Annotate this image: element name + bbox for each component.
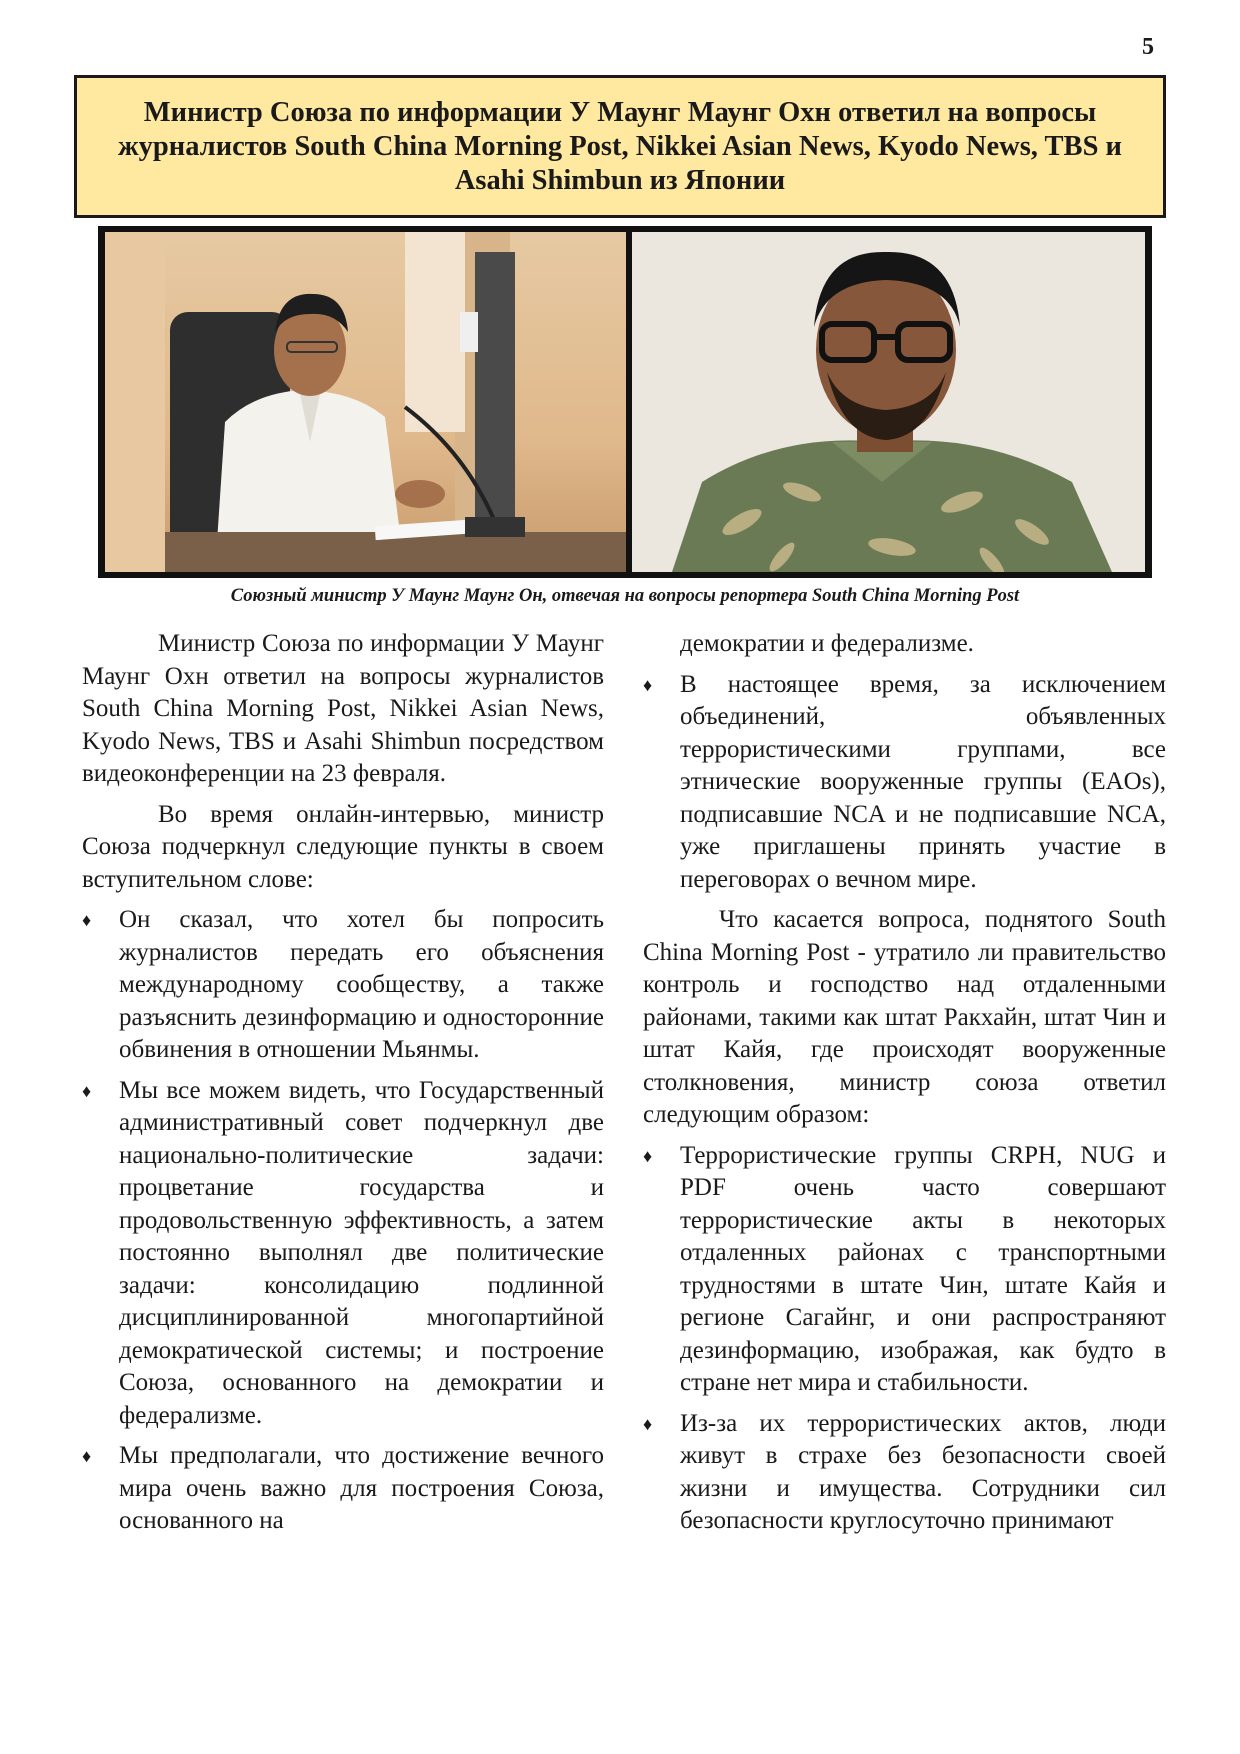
photo-caption: Союзный министр У Маунг Маунг Он, отвечая на вопросы репортера South China Morning Post bbox=[230, 586, 1020, 606]
list-item-text: Террористические группы CRPH, NUG и PDF очень часто совершают террористические акты в некоторых отдаленных районах с транспортными трудностями в штате Чин, штате Кайя и регионе Сагайнг, и они распространяют дезинформацию, изображая, как будто в стране нет мира и стабильности. bbox=[680, 1141, 1166, 1396]
diamond-bullet-icon: ♦ bbox=[82, 1446, 92, 1466]
reporter-photo bbox=[632, 232, 1145, 572]
left-bullet-list bbox=[82, 904, 604, 1538]
diamond-bullet-icon: ♦ bbox=[643, 1413, 653, 1434]
interview-paragraph: Во время онлайн-интервью, министр Союза подчеркнул следующие пункты в своем вступительном слове: bbox=[82, 800, 604, 893]
list-item bbox=[82, 904, 604, 1067]
headline-box bbox=[74, 75, 1166, 218]
diamond-bullet-icon: ♦ bbox=[82, 1080, 92, 1101]
list-item-text: Мы все можем видеть, что Государственный административный совет подчеркнул две национально-политические задачи: процветание государства и продовольственную эффективность, а затем постоянно выполнял две политические задачи: консолидацию подлинной дисциплинированной многопартийной демократической системы; и построение Союза, основанного на демократии и федерализме. bbox=[119, 1076, 604, 1429]
reporter-photo-illustration bbox=[632, 232, 1145, 572]
continuation-text: демократии и федерализме. bbox=[680, 630, 974, 657]
right-bullet-list-top bbox=[643, 669, 1166, 897]
headline: Министр Союза по информации У Маунг Маунг Охн ответил на вопросы журналистов South China Morning Post, Nikkei Asian News, Kyodo News, TBS и Asahi Shimbun из Японии bbox=[118, 96, 1122, 196]
list-item bbox=[643, 669, 1166, 897]
minister-photo bbox=[105, 232, 626, 572]
list-item-text: Он сказал, что хотел бы попросить журналистов передать его объяснения международному сообществу, а также разъяснить дезинформацию и односторонние обвинения в отношении Мьянмы. bbox=[119, 906, 604, 1063]
page-number: 5 bbox=[1142, 34, 1154, 60]
question-paragraph: Что касается вопроса, поднятого South China Morning Post - утратило ли правительство контроль и господство над отдаленными районами, такими как штат Ракхайн, штат Чин и штат Кайя, где происходят вооруженные столкновения, министр союза ответил следующим образом: bbox=[643, 906, 1166, 1128]
list-item bbox=[643, 1140, 1166, 1400]
diamond-bullet-icon: ♦ bbox=[643, 674, 653, 695]
minister-photo-illustration bbox=[105, 232, 626, 572]
list-item bbox=[643, 1408, 1166, 1538]
list-item bbox=[82, 1440, 604, 1538]
right-column bbox=[643, 628, 1166, 1546]
list-item-text: Из-за их террористических актов, люди живут в страхе без безопасности своей жизни и имущества. Сотрудники сил безопасности круглосуточно принимают bbox=[680, 1409, 1166, 1534]
list-item-text: В настоящее время, за исключением объединений, объявленных террористическими группами, все этнические вооруженные группы (EAOs), подписавшие NCA и не подписавшие NCA, уже приглашены принять участие в переговорах о вечном мире. bbox=[680, 670, 1166, 893]
photo-frame bbox=[98, 226, 1152, 578]
left-column bbox=[82, 628, 604, 1546]
list-item bbox=[82, 1075, 604, 1433]
right-bullet-list bbox=[643, 1140, 1166, 1538]
diamond-bullet-icon: ♦ bbox=[82, 910, 92, 930]
intro-paragraph: Министр Союза по информации У Маунг Маунг Охн ответил на вопросы журналистов South China Morning Post, Nikkei Asian News, Kyodo News, TBS и Asahi Shimbun посредством видеоконференции на 23 февраля. bbox=[82, 630, 604, 787]
list-item-text: Мы предполагали, что достижение вечного мира очень важно для построения Союза, основанного на bbox=[119, 1442, 604, 1534]
diamond-bullet-icon: ♦ bbox=[643, 1145, 653, 1166]
